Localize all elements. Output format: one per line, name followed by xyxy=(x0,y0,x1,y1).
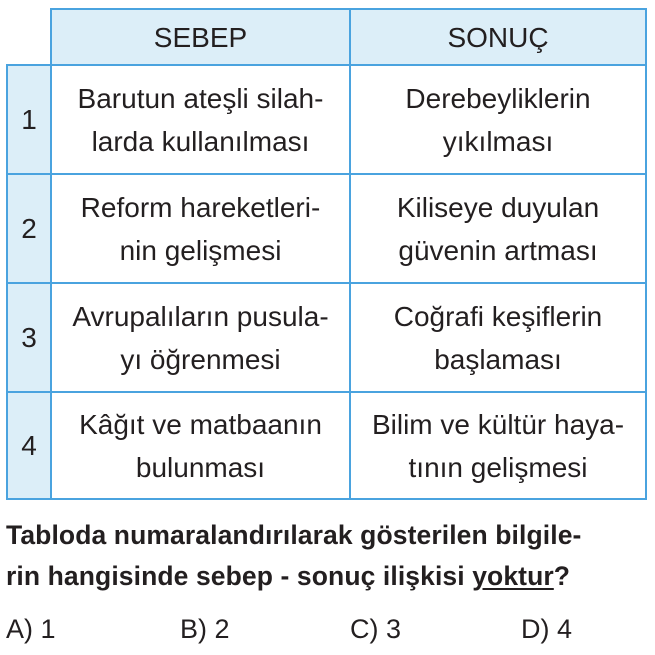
sonuc-text: Coğrafi keşiflerin başlaması xyxy=(393,300,603,375)
option-a[interactable]: A) 1 xyxy=(6,614,56,644)
sebep-text: Avrupalıların pusula- yı öğrenmesi xyxy=(72,300,329,375)
sonuc-cell xyxy=(349,173,647,284)
underlined-keyword: yoktur xyxy=(472,561,554,591)
cause-effect-table xyxy=(6,8,647,500)
row-number: 3 xyxy=(6,282,52,393)
option-d[interactable]: D) 4 xyxy=(521,614,573,644)
sebep-cell xyxy=(50,391,351,500)
sonuc-text: Bilim ve kültür haya- tının gelişmesi xyxy=(371,408,625,483)
question-text xyxy=(6,515,651,597)
sebep-text: Barutun ateşli silah- larda kullanılması xyxy=(77,82,324,157)
row-number: 4 xyxy=(6,391,52,500)
row-number: 1 xyxy=(6,64,52,175)
sebep-cell xyxy=(50,64,351,175)
sonuc-text: Kiliseye duyulan güvenin artması xyxy=(396,191,600,266)
answer-options xyxy=(0,614,655,650)
header-sebep xyxy=(50,8,351,66)
sebep-text: Kâğıt ve matbaanın bulunması xyxy=(79,408,322,483)
header-sonuc-label: SONUÇ xyxy=(447,21,549,53)
option-c[interactable]: C) 3 xyxy=(350,614,402,644)
sonuc-cell xyxy=(349,282,647,393)
question-line-1: Tabloda numaralandırılarak gösterilen bilgile- xyxy=(6,520,582,550)
header-sonuc xyxy=(349,8,647,66)
sebep-cell xyxy=(50,173,351,284)
sonuc-text: Derebeyliklerin yıkılması xyxy=(405,82,591,157)
sonuc-cell xyxy=(349,64,647,175)
sebep-text: Reform hareketleri- nin gelişmesi xyxy=(80,191,321,266)
sebep-cell xyxy=(50,282,351,393)
sonuc-cell xyxy=(349,391,647,500)
question-line-2: rin hangisinde sebep - sonuç ilişkisi yoktur? xyxy=(6,561,571,591)
option-b[interactable]: B) 2 xyxy=(180,614,230,644)
header-sebep-label: SEBEP xyxy=(153,21,248,53)
row-number: 2 xyxy=(6,173,52,284)
